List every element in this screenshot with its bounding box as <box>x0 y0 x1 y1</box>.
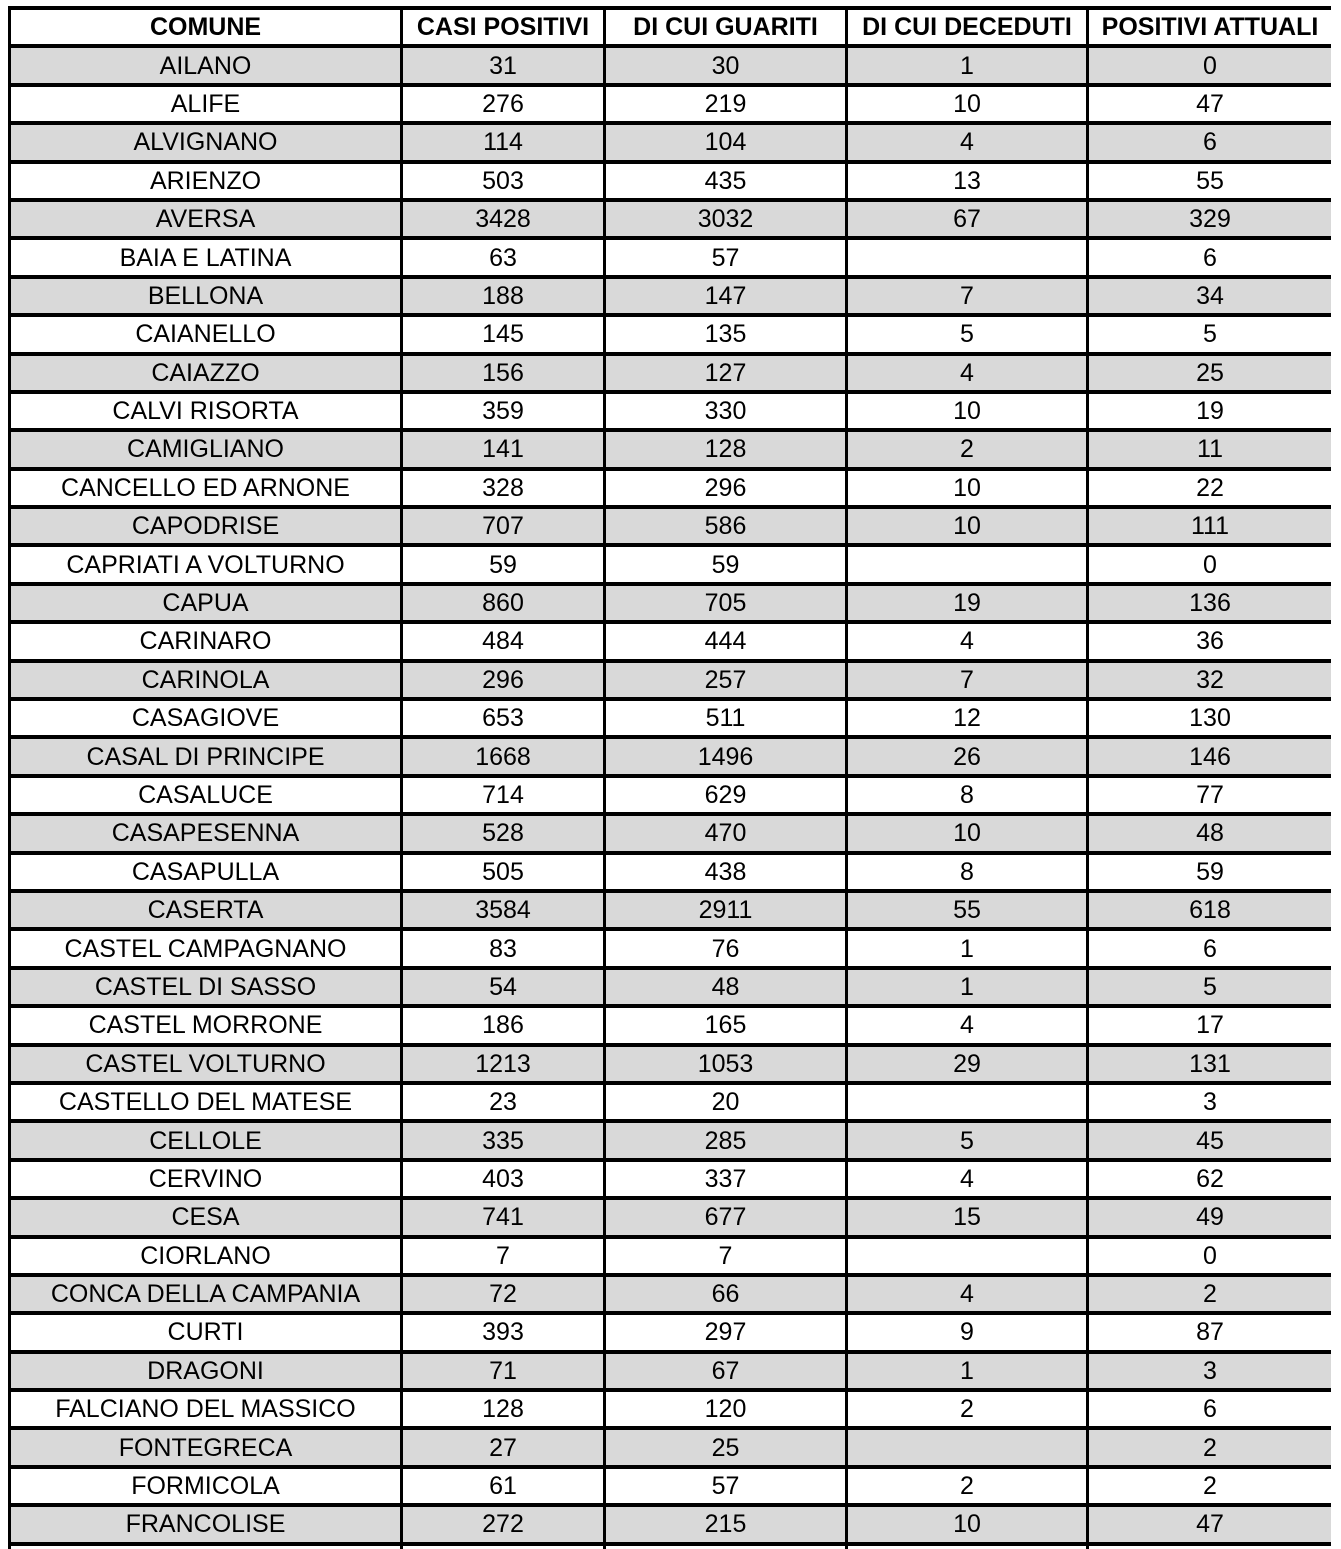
table-row <box>10 776 1332 814</box>
positivi-attuali-cell: 3 <box>1088 1352 1332 1390</box>
di-cui-guariti-cell: 297 <box>605 1313 847 1351</box>
positivi-attuali-cell: 618 <box>1088 891 1332 929</box>
casi-positivi-cell: 335 <box>402 1121 605 1159</box>
positivi-attuali-cell: 87 <box>1088 1313 1332 1351</box>
di-cui-guariti-cell: 57 <box>605 238 847 276</box>
casi-positivi-cell: 359 <box>402 392 605 430</box>
di-cui-deceduti-cell: 4 <box>847 622 1088 660</box>
comune-cell: CAIAZZO <box>10 354 402 392</box>
column-header-di-cui-deceduti: DI CUI DECEDUTI <box>847 8 1088 46</box>
positivi-attuali-cell: 6 <box>1088 1390 1332 1428</box>
comune-cell: CAPODRISE <box>10 507 402 545</box>
di-cui-deceduti-cell: 4 <box>847 123 1088 161</box>
comune-cell: CESA <box>10 1198 402 1236</box>
di-cui-deceduti-cell: 10 <box>847 469 1088 507</box>
di-cui-guariti-cell: 586 <box>605 507 847 545</box>
table-row <box>10 1313 1332 1351</box>
di-cui-guariti-cell: 470 <box>605 814 847 852</box>
positivi-attuali-cell: 5 <box>1088 968 1332 1006</box>
casi-positivi-cell: 145 <box>402 315 605 353</box>
comune-cell: CASTEL MORRONE <box>10 1006 402 1044</box>
table-row <box>10 1275 1332 1313</box>
covid-comuni-table-container <box>8 6 1331 1549</box>
header-row <box>10 8 1332 46</box>
di-cui-guariti-cell: 66 <box>605 1275 847 1313</box>
casi-positivi-cell: 484 <box>402 622 605 660</box>
di-cui-deceduti-cell: 10 <box>847 1505 1088 1543</box>
comune-cell: CARINOLA <box>10 661 402 699</box>
positivi-attuali-cell: 6 <box>1088 929 1332 967</box>
comune-cell: CASAPULLA <box>10 853 402 891</box>
comune-cell: CASAPESENNA <box>10 814 402 852</box>
di-cui-guariti-cell: 127 <box>605 354 847 392</box>
casi-positivi-cell: 188 <box>402 277 605 315</box>
table-row <box>10 1198 1332 1236</box>
comune-cell: CONCA DELLA CAMPANIA <box>10 1275 402 1313</box>
positivi-attuali-cell: 2 <box>1088 1467 1332 1505</box>
casi-positivi-cell: 714 <box>402 776 605 814</box>
di-cui-guariti-cell: 330 <box>605 392 847 430</box>
positivi-attuali-cell: 6 <box>1088 238 1332 276</box>
casi-positivi-cell <box>402 1544 605 1549</box>
casi-positivi-cell: 328 <box>402 469 605 507</box>
positivi-attuali-cell: 329 <box>1088 200 1332 238</box>
di-cui-guariti-cell: 629 <box>605 776 847 814</box>
di-cui-guariti-cell: 20 <box>605 1083 847 1121</box>
positivi-attuali-cell: 77 <box>1088 776 1332 814</box>
casi-positivi-cell: 707 <box>402 507 605 545</box>
comune-cell: FONTEGRECA <box>10 1428 402 1466</box>
table-row <box>10 1390 1332 1428</box>
casi-positivi-cell: 72 <box>402 1275 605 1313</box>
table-row <box>10 1045 1332 1083</box>
di-cui-guariti-cell: 2911 <box>605 891 847 929</box>
casi-positivi-cell: 186 <box>402 1006 605 1044</box>
casi-positivi-cell: 7 <box>402 1237 605 1275</box>
casi-positivi-cell: 741 <box>402 1198 605 1236</box>
di-cui-deceduti-cell: 1 <box>847 1352 1088 1390</box>
casi-positivi-cell: 128 <box>402 1390 605 1428</box>
column-header-positivi-attuali: POSITIVI ATTUALI <box>1088 8 1332 46</box>
table-row <box>10 1006 1332 1044</box>
di-cui-deceduti-cell: 15 <box>847 1198 1088 1236</box>
di-cui-guariti-cell: 48 <box>605 968 847 1006</box>
di-cui-deceduti-cell: 12 <box>847 699 1088 737</box>
casi-positivi-cell: 61 <box>402 1467 605 1505</box>
positivi-attuali-cell: 5 <box>1088 315 1332 353</box>
di-cui-guariti-cell: 677 <box>605 1198 847 1236</box>
comune-cell: CIORLANO <box>10 1237 402 1275</box>
di-cui-guariti-cell: 147 <box>605 277 847 315</box>
positivi-attuali-cell: 0 <box>1088 545 1332 583</box>
di-cui-deceduti-cell: 4 <box>847 1006 1088 1044</box>
column-header-casi-positivi: CASI POSITIVI <box>402 8 605 46</box>
table-row <box>10 46 1332 84</box>
di-cui-deceduti-cell: 10 <box>847 814 1088 852</box>
di-cui-deceduti-cell: 67 <box>847 200 1088 238</box>
table-row <box>10 545 1332 583</box>
positivi-attuali-cell: 22 <box>1088 469 1332 507</box>
di-cui-deceduti-cell: 55 <box>847 891 1088 929</box>
di-cui-guariti-cell: 444 <box>605 622 847 660</box>
casi-positivi-cell: 503 <box>402 162 605 200</box>
di-cui-guariti-cell: 120 <box>605 1390 847 1428</box>
table-row <box>10 622 1332 660</box>
casi-positivi-cell: 156 <box>402 354 605 392</box>
positivi-attuali-cell: 49 <box>1088 1198 1332 1236</box>
casi-positivi-cell: 505 <box>402 853 605 891</box>
di-cui-deceduti-cell <box>847 1237 1088 1275</box>
di-cui-deceduti-cell: 10 <box>847 392 1088 430</box>
di-cui-guariti-cell: 30 <box>605 46 847 84</box>
comune-cell: CAPUA <box>10 584 402 622</box>
table-row <box>10 1467 1332 1505</box>
di-cui-deceduti-cell: 2 <box>847 1467 1088 1505</box>
comune-cell: CANCELLO ED ARNONE <box>10 469 402 507</box>
di-cui-guariti-cell: 257 <box>605 661 847 699</box>
positivi-attuali-cell: 111 <box>1088 507 1332 545</box>
casi-positivi-cell: 23 <box>402 1083 605 1121</box>
comune-cell: DRAGONI <box>10 1352 402 1390</box>
comune-cell: BAIA E LATINA <box>10 238 402 276</box>
casi-positivi-cell: 403 <box>402 1160 605 1198</box>
di-cui-guariti-cell: 219 <box>605 85 847 123</box>
positivi-attuali-cell: 36 <box>1088 622 1332 660</box>
positivi-attuali-cell: 47 <box>1088 85 1332 123</box>
comune-cell: ARIENZO <box>10 162 402 200</box>
di-cui-deceduti-cell: 1 <box>847 968 1088 1006</box>
di-cui-guariti-cell: 215 <box>605 1505 847 1543</box>
table-row <box>10 238 1332 276</box>
table-row <box>10 929 1332 967</box>
di-cui-deceduti-cell: 26 <box>847 737 1088 775</box>
positivi-attuali-cell: 131 <box>1088 1045 1332 1083</box>
di-cui-deceduti-cell: 9 <box>847 1313 1088 1351</box>
casi-positivi-cell: 1213 <box>402 1045 605 1083</box>
di-cui-guariti-cell: 25 <box>605 1428 847 1466</box>
table-row <box>10 737 1332 775</box>
comune-cell <box>10 1544 402 1549</box>
di-cui-guariti-cell: 128 <box>605 430 847 468</box>
di-cui-deceduti-cell: 7 <box>847 277 1088 315</box>
positivi-attuali-cell: 25 <box>1088 354 1332 392</box>
positivi-attuali-cell: 47 <box>1088 1505 1332 1543</box>
di-cui-guariti-cell: 438 <box>605 853 847 891</box>
comune-cell: CASAL DI PRINCIPE <box>10 737 402 775</box>
comune-cell: CERVINO <box>10 1160 402 1198</box>
positivi-attuali-cell: 45 <box>1088 1121 1332 1159</box>
comune-cell: ALVIGNANO <box>10 123 402 161</box>
di-cui-deceduti-cell <box>847 1544 1088 1549</box>
positivi-attuali-cell: 55 <box>1088 162 1332 200</box>
table-header <box>10 8 1332 46</box>
di-cui-deceduti-cell <box>847 238 1088 276</box>
table-row <box>10 661 1332 699</box>
positivi-attuali-cell <box>1088 1544 1332 1549</box>
comune-cell: ALIFE <box>10 85 402 123</box>
positivi-attuali-cell: 2 <box>1088 1428 1332 1466</box>
casi-positivi-cell: 272 <box>402 1505 605 1543</box>
casi-positivi-cell: 528 <box>402 814 605 852</box>
di-cui-guariti-cell: 705 <box>605 584 847 622</box>
di-cui-guariti-cell: 337 <box>605 1160 847 1198</box>
di-cui-deceduti-cell: 5 <box>847 315 1088 353</box>
di-cui-deceduti-cell: 1 <box>847 46 1088 84</box>
comune-cell: BELLONA <box>10 277 402 315</box>
comune-cell: CALVI RISORTA <box>10 392 402 430</box>
table-row <box>10 162 1332 200</box>
table-body <box>10 46 1332 1549</box>
positivi-attuali-cell: 34 <box>1088 277 1332 315</box>
column-header-di-cui-guariti: DI CUI GUARITI <box>605 8 847 46</box>
table-row <box>10 1121 1332 1159</box>
di-cui-deceduti-cell: 10 <box>847 507 1088 545</box>
di-cui-deceduti-cell <box>847 1083 1088 1121</box>
casi-positivi-cell: 1668 <box>402 737 605 775</box>
table-row <box>10 1160 1332 1198</box>
positivi-attuali-cell: 6 <box>1088 123 1332 161</box>
table-row <box>10 968 1332 1006</box>
positivi-attuali-cell: 19 <box>1088 392 1332 430</box>
table-row <box>10 1505 1332 1543</box>
casi-positivi-cell: 3428 <box>402 200 605 238</box>
di-cui-deceduti-cell: 4 <box>847 1160 1088 1198</box>
di-cui-deceduti-cell: 2 <box>847 430 1088 468</box>
casi-positivi-cell: 3584 <box>402 891 605 929</box>
comune-cell: CASALUCE <box>10 776 402 814</box>
casi-positivi-cell: 393 <box>402 1313 605 1351</box>
comune-cell: CASTEL CAMPAGNANO <box>10 929 402 967</box>
di-cui-guariti-cell: 285 <box>605 1121 847 1159</box>
comune-cell: AVERSA <box>10 200 402 238</box>
di-cui-deceduti-cell: 19 <box>847 584 1088 622</box>
comune-cell: CARINARO <box>10 622 402 660</box>
positivi-attuali-cell: 32 <box>1088 661 1332 699</box>
positivi-attuali-cell: 48 <box>1088 814 1332 852</box>
covid-comuni-table <box>8 6 1331 1549</box>
comune-cell: CELLOLE <box>10 1121 402 1159</box>
di-cui-deceduti-cell: 7 <box>847 661 1088 699</box>
table-row <box>10 85 1332 123</box>
table-row <box>10 1237 1332 1275</box>
table-row <box>10 354 1332 392</box>
table-row <box>10 1352 1332 1390</box>
di-cui-guariti-cell: 104 <box>605 123 847 161</box>
comune-cell: CASAGIOVE <box>10 699 402 737</box>
casi-positivi-cell: 31 <box>402 46 605 84</box>
table-row <box>10 891 1332 929</box>
casi-positivi-cell: 54 <box>402 968 605 1006</box>
di-cui-guariti-cell: 435 <box>605 162 847 200</box>
di-cui-deceduti-cell <box>847 545 1088 583</box>
di-cui-guariti-cell: 57 <box>605 1467 847 1505</box>
table-row <box>10 853 1332 891</box>
comune-cell: CASTELLO DEL MATESE <box>10 1083 402 1121</box>
di-cui-guariti-cell: 67 <box>605 1352 847 1390</box>
di-cui-deceduti-cell: 8 <box>847 853 1088 891</box>
comune-cell: CASTEL DI SASSO <box>10 968 402 1006</box>
comune-cell: CAIANELLO <box>10 315 402 353</box>
comune-cell: CURTI <box>10 1313 402 1351</box>
positivi-attuali-cell: 3 <box>1088 1083 1332 1121</box>
casi-positivi-cell: 653 <box>402 699 605 737</box>
di-cui-deceduti-cell: 4 <box>847 354 1088 392</box>
di-cui-deceduti-cell: 4 <box>847 1275 1088 1313</box>
di-cui-guariti-cell: 1496 <box>605 737 847 775</box>
di-cui-guariti-cell: 165 <box>605 1006 847 1044</box>
column-header-comune: COMUNE <box>10 8 402 46</box>
casi-positivi-cell: 63 <box>402 238 605 276</box>
table-row <box>10 814 1332 852</box>
di-cui-guariti-cell <box>605 1544 847 1549</box>
comune-cell: FRANCOLISE <box>10 1505 402 1543</box>
di-cui-guariti-cell: 511 <box>605 699 847 737</box>
di-cui-guariti-cell: 296 <box>605 469 847 507</box>
positivi-attuali-cell: 11 <box>1088 430 1332 468</box>
di-cui-guariti-cell: 59 <box>605 545 847 583</box>
positivi-attuali-cell: 59 <box>1088 853 1332 891</box>
positivi-attuali-cell: 0 <box>1088 46 1332 84</box>
table-row <box>10 200 1332 238</box>
casi-positivi-cell: 71 <box>402 1352 605 1390</box>
table-row <box>10 123 1332 161</box>
comune-cell: FORMICOLA <box>10 1467 402 1505</box>
table-row <box>10 315 1332 353</box>
table-row <box>10 430 1332 468</box>
comune-cell: CASERTA <box>10 891 402 929</box>
casi-positivi-cell: 114 <box>402 123 605 161</box>
casi-positivi-cell: 27 <box>402 1428 605 1466</box>
table-row <box>10 392 1332 430</box>
positivi-attuali-cell: 0 <box>1088 1237 1332 1275</box>
casi-positivi-cell: 141 <box>402 430 605 468</box>
comune-cell: FALCIANO DEL MASSICO <box>10 1390 402 1428</box>
positivi-attuali-cell: 146 <box>1088 737 1332 775</box>
di-cui-guariti-cell: 7 <box>605 1237 847 1275</box>
di-cui-deceduti-cell: 1 <box>847 929 1088 967</box>
di-cui-guariti-cell: 76 <box>605 929 847 967</box>
di-cui-guariti-cell: 1053 <box>605 1045 847 1083</box>
positivi-attuali-cell: 130 <box>1088 699 1332 737</box>
casi-positivi-cell: 860 <box>402 584 605 622</box>
casi-positivi-cell: 296 <box>402 661 605 699</box>
positivi-attuali-cell: 62 <box>1088 1160 1332 1198</box>
comune-cell: AILANO <box>10 46 402 84</box>
table-row <box>10 1428 1332 1466</box>
table-row <box>10 584 1332 622</box>
comune-cell: CAPRIATI A VOLTURNO <box>10 545 402 583</box>
comune-cell: CAMIGLIANO <box>10 430 402 468</box>
di-cui-guariti-cell: 135 <box>605 315 847 353</box>
di-cui-deceduti-cell: 5 <box>847 1121 1088 1159</box>
table-row <box>10 507 1332 545</box>
partial-row <box>10 1544 1332 1549</box>
casi-positivi-cell: 59 <box>402 545 605 583</box>
di-cui-deceduti-cell: 8 <box>847 776 1088 814</box>
di-cui-deceduti-cell: 2 <box>847 1390 1088 1428</box>
di-cui-deceduti-cell: 13 <box>847 162 1088 200</box>
di-cui-deceduti-cell: 29 <box>847 1045 1088 1083</box>
table-row <box>10 699 1332 737</box>
di-cui-guariti-cell: 3032 <box>605 200 847 238</box>
comune-cell: CASTEL VOLTURNO <box>10 1045 402 1083</box>
positivi-attuali-cell: 2 <box>1088 1275 1332 1313</box>
table-row <box>10 469 1332 507</box>
di-cui-deceduti-cell <box>847 1428 1088 1466</box>
table-row <box>10 1083 1332 1121</box>
casi-positivi-cell: 83 <box>402 929 605 967</box>
casi-positivi-cell: 276 <box>402 85 605 123</box>
di-cui-deceduti-cell: 10 <box>847 85 1088 123</box>
positivi-attuali-cell: 136 <box>1088 584 1332 622</box>
table-row <box>10 277 1332 315</box>
positivi-attuali-cell: 17 <box>1088 1006 1332 1044</box>
